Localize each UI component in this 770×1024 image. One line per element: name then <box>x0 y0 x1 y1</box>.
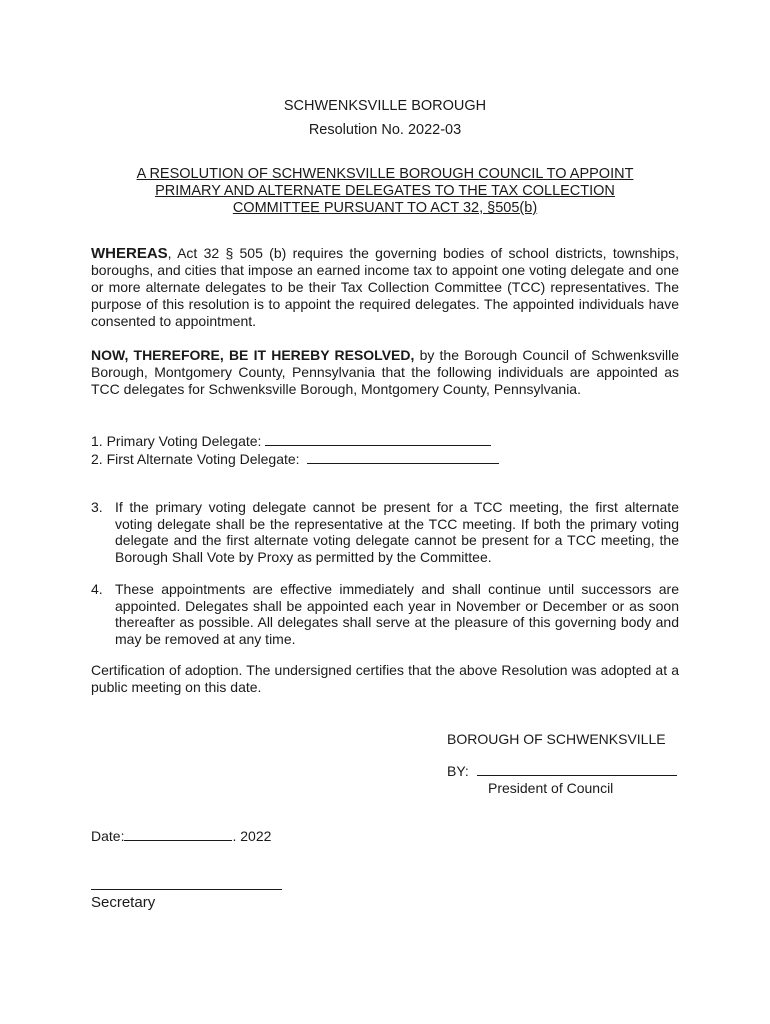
resolved-paragraph <box>91 347 679 398</box>
provision-3-text: If the primary voting delegate cannot be present for a TCC meeting, the first alternate voting delegate shall be the representative at the TCC meeting. If both the primary voting delegate and the first alternate voting delegate cannot be present for a TCC meeting, the Borough Shall Vote by Proxy as permitted by the Committee. <box>115 499 679 565</box>
whereas-lead: WHEREAS <box>91 245 168 262</box>
signature-by <box>447 763 677 779</box>
provision-4-number: 4. <box>91 581 103 597</box>
secretary-label: Secretary <box>91 894 156 911</box>
date-blank[interactable] <box>124 830 232 841</box>
date-label: Date: <box>91 828 125 844</box>
resolved-lead: NOW, THEREFORE, BE IT HEREBY RESOLVED, <box>91 347 415 363</box>
signature-organization: BOROUGH OF SCHWENKSVILLE <box>447 731 666 747</box>
provision-4 <box>91 581 679 647</box>
borough-name: SCHWENKSVILLE BOROUGH <box>283 98 487 114</box>
date-year: . 2022 <box>232 828 272 844</box>
whereas-text: , Act 32 § 505 (b) requires the governing bodies of school districts, townships, boroughs, and cities that impose an earned income tax to appoint one voting delegate and one or more alternate delegates to be their Tax Collection Committee (TCC) representatives. The purpose of this resolution is to appoint the required delegates. The appointed individuals have consented to appointment. <box>91 245 679 329</box>
date-field <box>91 828 271 844</box>
alternate-delegate-label: 2. First Alternate Voting Delegate: <box>91 451 300 467</box>
alternate-delegate-blank[interactable] <box>307 451 499 464</box>
provision-4-text: These appointments are effective immediately and shall continue until successors are appointed. Delegates shall be appointed each year in November or December or as soon thereafter as possible. All delegates shall serve at the pleasure of this governing body and may be removed at any time. <box>115 581 679 647</box>
resolved-text: by the Borough Council of Schwenksville Borough, Montgomery County, Pennsylvania that the following individuals are appointed as TCC delegates for Schwenksville Borough, Montgomery County, Pennsylvania. <box>91 347 679 397</box>
heading-line-1: A RESOLUTION OF SCHWENKSVILLE BOROUGH COUNCIL TO APPOINT <box>136 166 634 182</box>
heading-line-3: COMMITTEE PURSUANT TO ACT 32, §505(b) <box>232 200 538 216</box>
alternate-delegate-item <box>91 451 499 468</box>
provision-3-number: 3. <box>91 499 103 515</box>
signature-title: President of Council <box>488 780 614 796</box>
whereas-paragraph <box>91 245 679 330</box>
secretary-signature-line[interactable] <box>91 889 282 890</box>
resolution-number: Resolution No. 2022-03 <box>308 122 462 138</box>
provision-3 <box>91 499 679 565</box>
certification-paragraph: Certification of adoption. The undersigned certifies that the above Resolution was adopted at a public meeting on this date. <box>91 662 679 695</box>
resolution-heading <box>110 166 660 217</box>
primary-delegate-blank[interactable] <box>265 433 491 446</box>
primary-delegate-item <box>91 433 491 450</box>
signature-line[interactable] <box>477 763 677 776</box>
signature-by-label: BY: <box>447 763 469 779</box>
primary-delegate-label: 1. Primary Voting Delegate: <box>91 433 262 449</box>
heading-line-2: PRIMARY AND ALTERNATE DELEGATES TO THE TAX COLLECTION <box>155 183 615 199</box>
